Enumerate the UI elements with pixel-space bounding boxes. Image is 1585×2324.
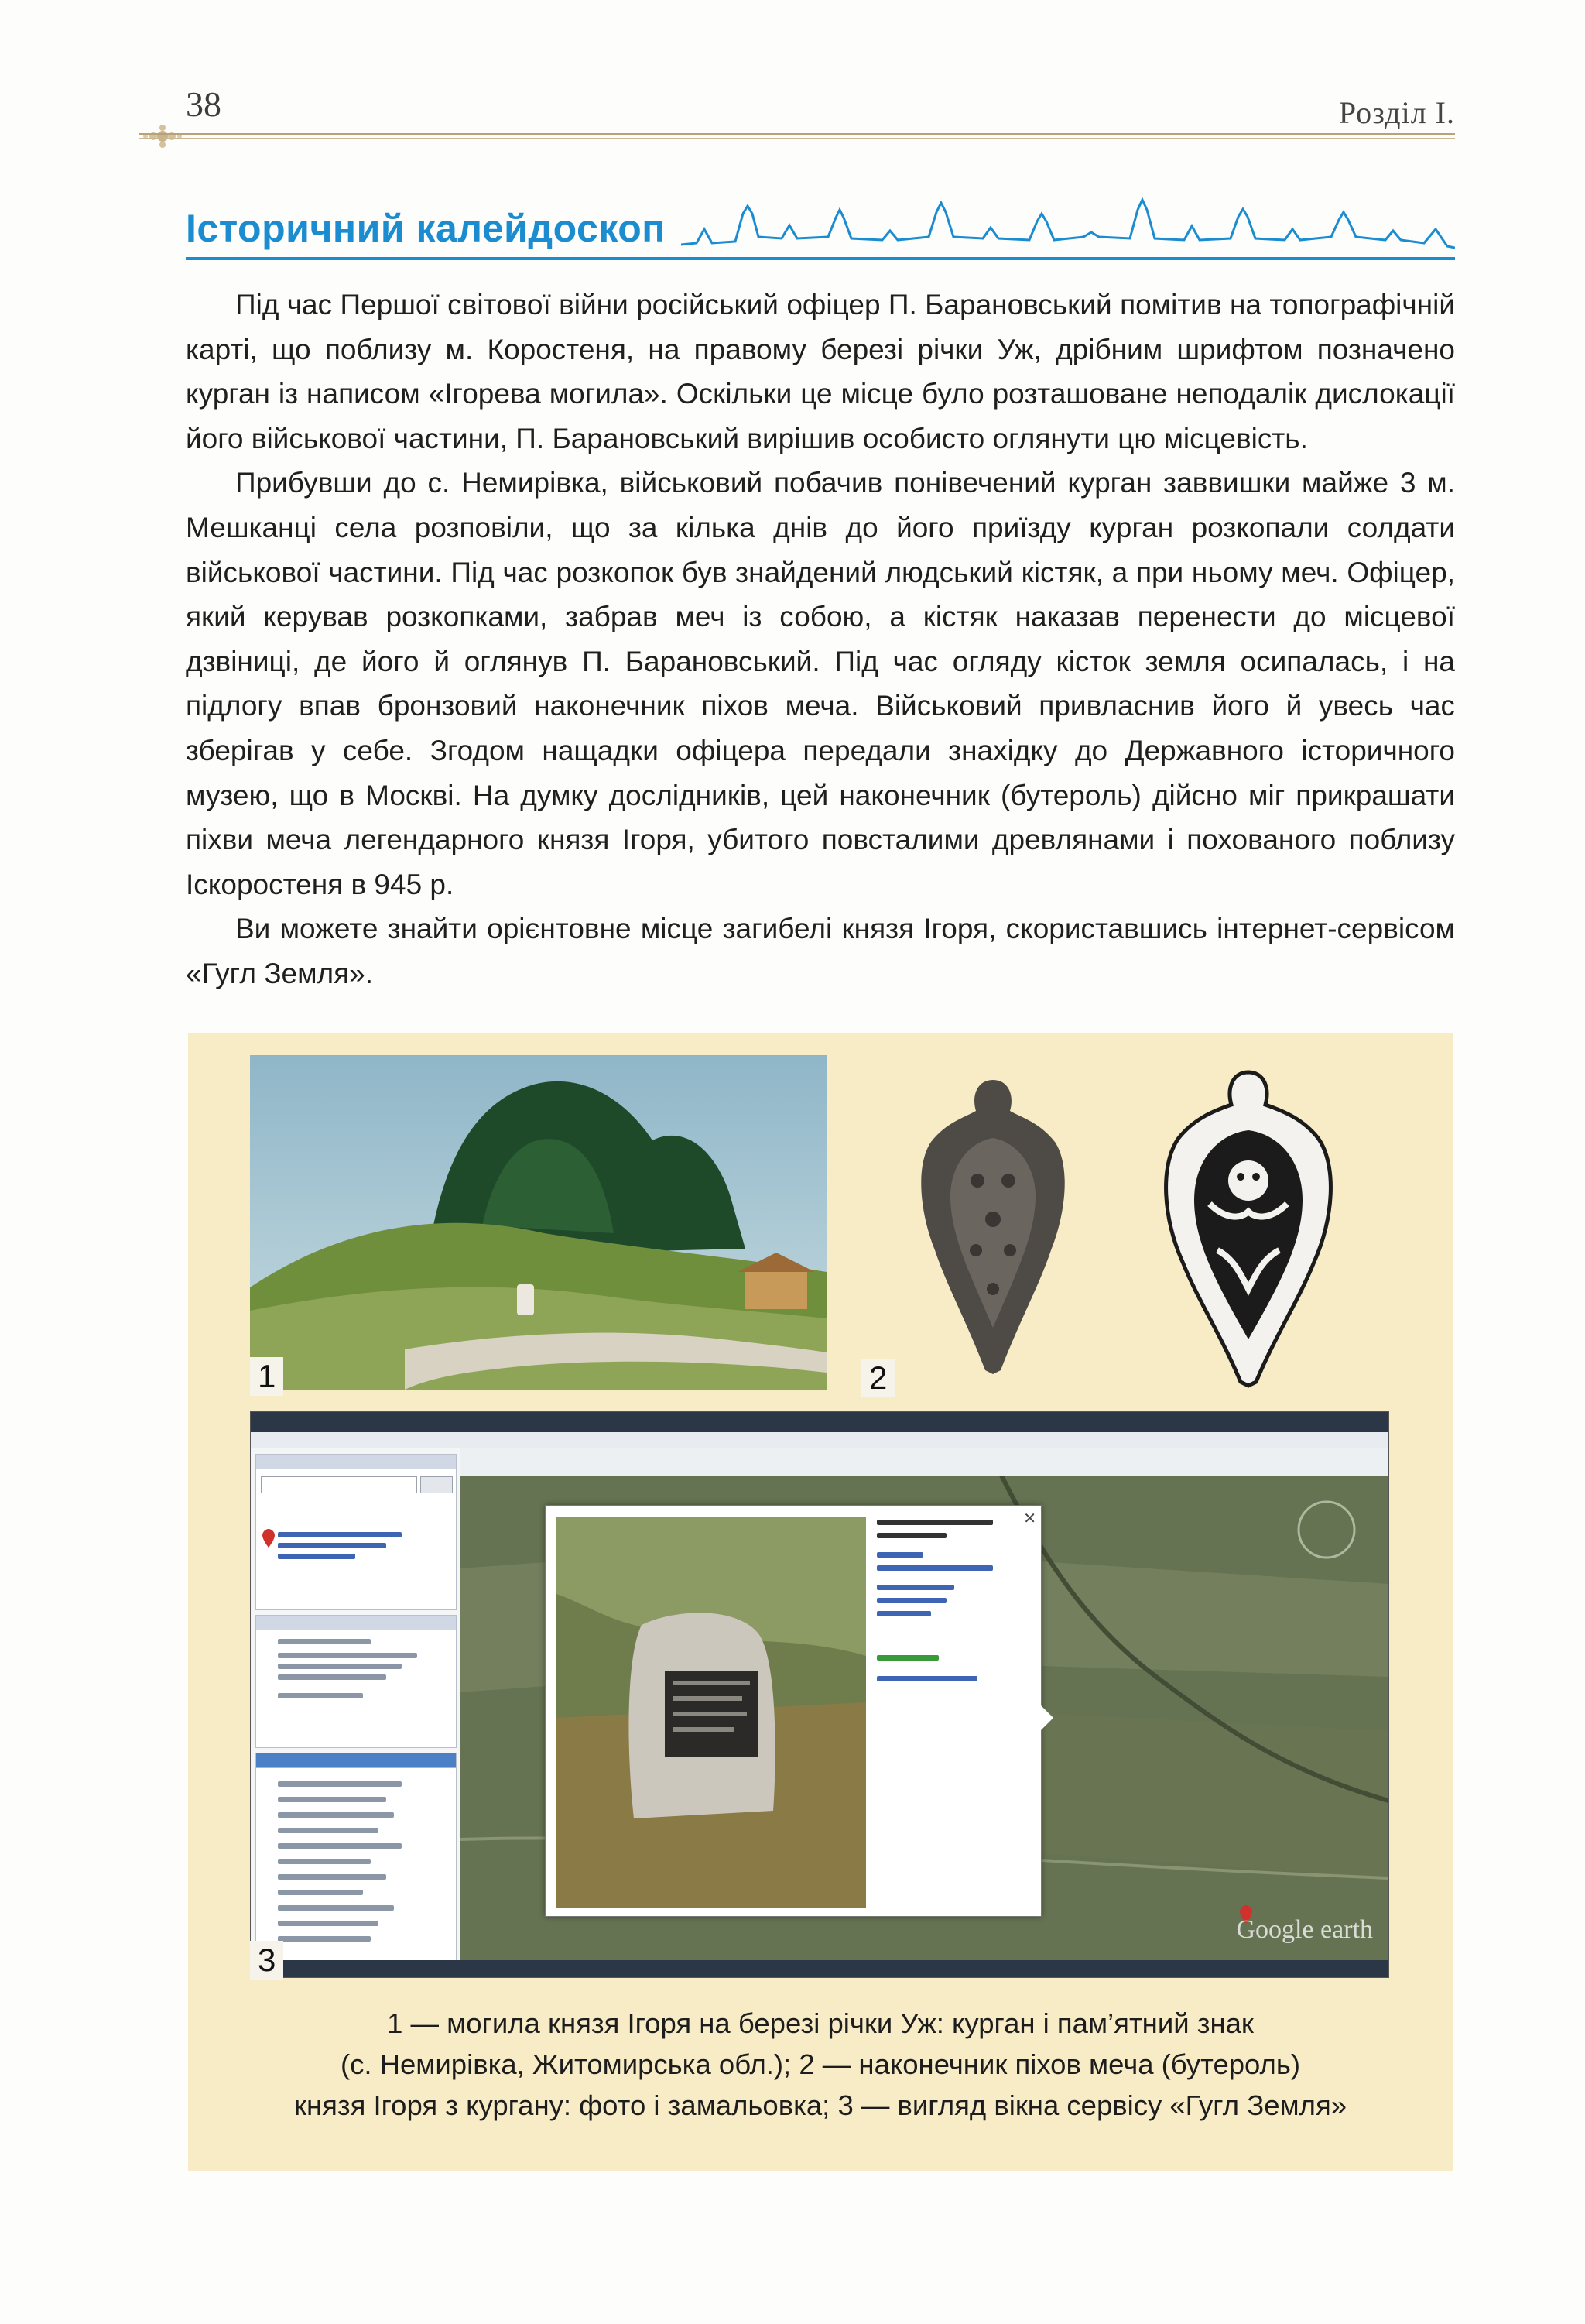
header-rule [139,133,1455,139]
search-panel [255,1454,457,1610]
paragraph-2: Прибувши до с. Немирівка, військовий побачив понівечений курган заввишки майже 3 м. Мешканці села розповіли, що за кілька днів до його приїзду курган розкопали солдати військової частини. Під час розкопок був знайдений людський кістяк, а при ньому меч. Офіцер, який керував розкопками, забрав меч із собою, а кістяк наказав перенести до місцевої дзвіниці, де його й оглянув П. Барановський. Під час огляду кісток земля осипалась, і на підлогу впав бронзовий наконечник піхов меча. Військовий привласнив його й увесь час зберігав у себе. Згодом нащадки офіцера передали знахідку до Державного історичного музею, що в Москві. На думку дослідників, цей наконечник (бутероль) дійсно міг прикрашати піхви меча легендарного князя Ігоря, убитого повсталими древлянами і похованого поблизу Іскоростеня в 945 р. [186,467,1455,900]
google-earth-screenshot [250,1411,1389,1978]
caption-line-1: 1 — могила князя Ігоря на березі річки Уж: курган і пам’ятний знак [387,2007,1254,2039]
mound-photo [250,1055,827,1390]
window-titlebar [251,1412,1388,1432]
section-rule [186,257,1455,260]
section-heading [186,183,1455,268]
map-pin-icon [262,1529,275,1548]
window-statusbar [251,1960,1388,1977]
paragraph-1: Під час Першої світової війни російський офіцер П. Барановський помітив на топографічній карті, що поблизу м. Коростеня, на правому березі річки Уж, дрібним шрифтом позначено курган із написом «Ігорева могила». Оскільки це місце було розташоване неподалік дислокації його військової частини, П. Барановський вирішив особисто оглянути цю місцевість. [186,289,1455,454]
running-header [139,84,1455,146]
map-toolbar [460,1448,1388,1476]
close-icon[interactable]: ✕ [1023,1510,1036,1527]
info-balloon [545,1505,1042,1917]
window-menubar [251,1432,1388,1448]
figure-label-2: 2 [861,1359,895,1397]
layers-panel [255,1753,457,1976]
body-text [186,283,1455,996]
figure-caption [188,2003,1453,2126]
figure-label-3: 3 [250,1941,283,1980]
places-panel [255,1615,457,1748]
memorial-stone-photo [556,1517,866,1908]
caption-line-3: князя Ігоря з кургану: фото і замальовка; 3 — вигляд вікна сервісу «Гугл Земля» [293,2089,1347,2121]
caption-line-2: (с. Немирівка, Житомирська обл.); 2 — наконечник піхов меча (бутероль) [340,2048,1301,2080]
figure-panel [188,1033,1453,2171]
chapter-title: Розділ I. [1338,95,1455,130]
balloon-text [877,1520,1032,1689]
paragraph-3: Ви можете знайти орієнтовне місце загибелі князя Ігоря, скориставшись інтернет-сервісом «Гугл Земля». [186,913,1455,989]
scabbard-tip-photo [921,1080,1064,1374]
scabbard-tip-drawing [1166,1072,1331,1386]
sidebar-panel [251,1448,460,1977]
figure-label-1: 1 [250,1357,283,1396]
balloon-pointer [1041,1705,1053,1730]
map-watermark: Google earth [1236,1915,1373,1944]
scabbard-tip-images [885,1064,1426,1397]
section-title: Історичний калейдоскоп [186,207,666,250]
city-skyline-icon [681,183,1455,260]
page-number: 38 [186,84,221,124]
